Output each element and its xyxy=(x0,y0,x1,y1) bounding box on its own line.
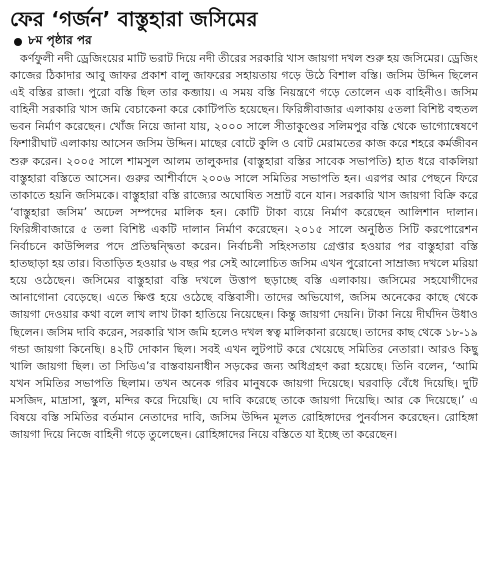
continued-from-line xyxy=(10,34,478,50)
bullet-icon xyxy=(14,38,22,46)
article-body: কর্ণফুলী নদী ড্রেজিংয়ের মাটি ভরাট দিয়ে নদী তীরের সরকারি খাস জায়গা দখল শুরু হয় জসিমের। ড্রেজিং কাজের ঠিকাদার আবু জাফর প্রকাশ বালু জাফরের সহায়তায় গড়ে উঠে বিশাল বস্তি। জসিম উদ্দিন ছিলেন এই বস্তির রাজা। পুরো বস্তি ছিল তার কব্জায়। এ সময় বস্তি নিয়ন্ত্রণে গড়ে তোলেন এক বাহিনীও। জসিম বাহিনী সরকারি খাস জমি বেচাকেনা করে কোটিপতি হয়েছেন। ফিরিঙ্গীবাজার এলাকায় ৫তলা বিশিষ্ট বহুতল ভবন নির্মাণ করেছেন। খোঁজ নিয়ে জানা যায়, ২০০০ সালে সীতাকুণ্ডের সলিমপুর বস্তি থেকে ভাগ্যোন্বেষণে ফিশারীঘাট এলাকায় আসেন জসিম উদ্দিন। মাছের বোটে কুলি ও বোট মেরামতের কাজ করে শহরে কর্মজীবন শুরু করেন। ২০০৫ সালে শামসুল আলম তালুকদার (বাস্তুহারা বস্তির সাবেক সভাপতি) হাত ধরে বাকলিয়া বাস্তুহারা বস্তিতে আসেন। গুরুর আশীর্বাদে ২০০৬ সালে সমিতির সভাপতি হন। এরপর আর পেছনে ফিরে তাকাতে হয়নি জসিমকে। বাস্তুহারা বস্তি রাজ্যের অঘোষিত সম্রাট বনে যান। সরকারি খাস জায়গা বিক্রি করে ‘বাস্তুহারা জসিম’ অঢেল সম্পদের মালিক হন। কোটি টাকা ব্যয়ে নির্মাণ করেছেন আলিশান দালান। ফিরিঙ্গীবাজারে ৫ তলা বিশিষ্ট একটি দালান নির্মাণ করেছেন। ২০১৫ সালে অনুষ্ঠিত সিটি করপোরেশন নির্বাচনে কাউন্সিলর পদে প্রতিদ্বন্দ্বিতা করেন। নির্বাচনী সহিংসতায় গ্রেপ্তার হওয়ার পর বাস্তুহারা বস্তি হাতছাড়া হয় তার। বিতাড়িত হওয়ার ৬ বছর পর সেই আলোচিত জসিম এখন পুরোনো সাম্রাজ্য দখলে মরিয়া হয়ে ওঠেছেন। জসিমের বাস্তুহারা বস্তি দখলে উত্তাপ ছড়াচ্ছে বস্তি এলাকায়। জসিমের সহযোগীদের আনাগোনা বেড়েছে। এতে ক্ষিপ্ত হয়ে ওঠেছে বস্তিবাসী। তাদের অভিযোগ, জসিম অনেকের কাছে থেকে জায়গা দেওয়ার কথা বলে লাখ লাখ টাকা হাতিয়ে নিয়েছেন। কিন্তু জায়গা দেয়নি। টাকা নিয়ে দীর্ঘদিন উধাও ছিলেন। জসিম দাবি করেন, সরকারি খাস জমি হলেও দখল স্বত্ব মালিকানা রয়েছে। তাদের কাছ থেকে ১৮-১৯ গন্ডা জায়গা কিনেছি। ৪২টি দোকান ছিল। সবই এখন লুটপাট করে খেয়েছে সমিতির নেতারা। আরও কিছু খালি জায়গা ছিল। তা সিডিএ’র বাস্তবায়নাধীন সড়কের জন্য অধিগ্রহণ করা হয়েছে। তিনি বলেন, ‘আমি যখন সমিতির সভাপতি ছিলাম। তখন অনেক গরিব মানুষকে জায়গা দিয়েছে। ঘরবাড়ি বেঁধে দিয়েছি। দুটি মসজিদ, মাদ্রাসা, স্কুল, মন্দির করে দিয়েছি। যে দাবি করেছে তাকে জায়গা দিয়েছি। আর কে দিয়েছে।’ এ বিষয়ে বস্তি সমিতির বর্তমান নেতাদের দাবি, জসিম উদ্দিন মূলত রোহিঙ্গাদের পুনর্বাসন করেছেন। রোহিঙ্গা জায়গা দিয়ে নিজে বাহিনী গড়ে তুলেছেন। রোহিঙ্গাদের নিয়ে বস্তিতে যা ইচ্ছে তা করেছেন। xyxy=(10,52,478,442)
article-headline: ফের ‘গর্জন’ বাস্তুহারা জসিমের xyxy=(10,7,258,31)
continued-from-label: ৮ম পৃষ্ঠার পর xyxy=(28,33,92,47)
